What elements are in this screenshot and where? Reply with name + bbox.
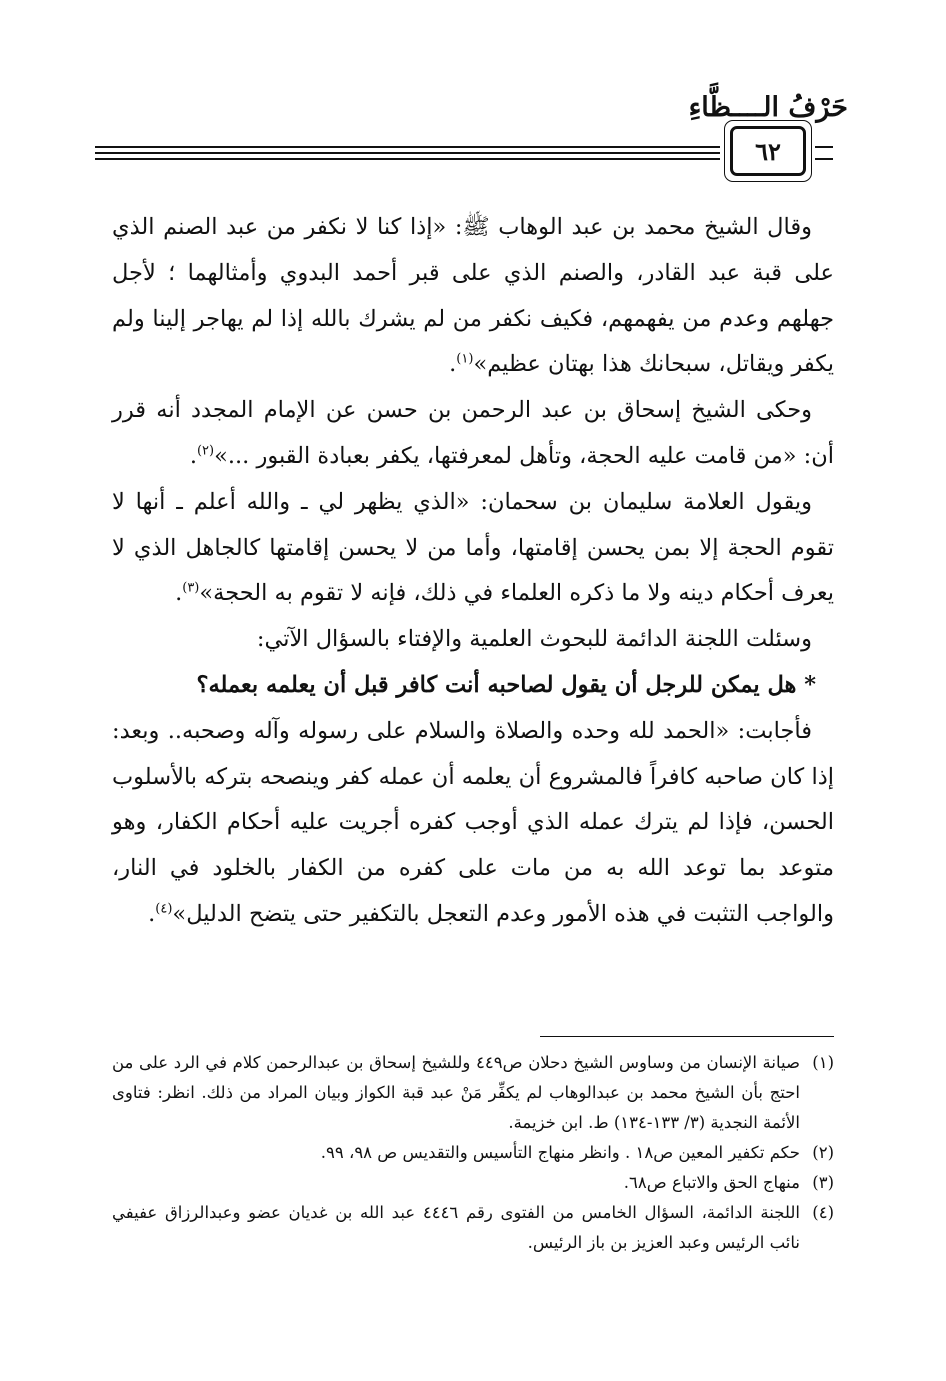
main-text [112, 205, 834, 938]
page-number: ٦٢ [730, 126, 806, 176]
paragraph: وقال الشيخ محمد بن عبد الوهاب ﷺ: «إذا كنا لا نكفر من عبد الصنم الذي على قبة عبد القادر، والصنم الذي على قبر أحمد البدوي وأمثالهما ؛ لأجل جهلهم وعدم من يفهمهم، فكيف نكفر من لم يشرك بالله إذا لم يهاجر إلينا ولم يكفر ويقاتل، سبحانك هذا بهتان عظيم»$^{(١)}$. [112, 214, 834, 378]
header-rule [815, 158, 833, 160]
question: * هل يمكن للرجل أن يقول لصاحبه أنت كافر قبل أن يعلمه بعمله؟ [196, 671, 816, 698]
header-rule [95, 146, 720, 148]
footnote-ref: (٣) [182, 580, 200, 596]
footnotes [112, 1048, 834, 1258]
paragraph: وسئلت اللجنة الدائمة للبحوث العلمية والإفتاء بالسؤال الآتي: [256, 626, 812, 653]
footnote-ref: (١) [456, 351, 474, 367]
paragraph: فأجابت: «الحمد لله وحده والصلاة والسلام على رسوله وآله وصحبه.. وبعد: إذا كان صاحبه كافراً فالمشروع أن يعلمه أن عمله كفر وينصحه بتركه بالأسلوب الحسن، فإذا لم يترك عمله الذي أوجب كفره أجريت عليه أحكام الكفار، وهو متوعد بما توعد الله به من مات على كفره من الكفار بالخلود في النار، والواجب التثبت في هذه الأمور وعدم التعجل بالتكفير حتى يتضح الدليل»$^{(٤)}$. [112, 717, 834, 927]
footnote-separator [540, 1036, 834, 1037]
footnote: (٤) اللجنة الدائمة، السؤال الخامس من الفتوى رقم ٤٤٤٦ عبد الله بن غديان عضو وعبدالرزاق عفيفي نائب الرئيس وعبد العزيز بن باز الرئيس. [112, 1203, 834, 1252]
paragraph: وحكى الشيخ إسحاق بن عبد الرحمن بن حسن عن الإمام المجدد أنه قرر أن: «من قامت عليه الحجة، وتأهل لمعرفتها، يكفر بعبادة القبور ...»$^{(٢)}$. [112, 397, 834, 469]
footnote: (٣) منهاج الحق والاتباع ص٦٨. [623, 1173, 834, 1192]
header-rule [815, 146, 833, 148]
footnote-ref: (٤) [155, 901, 173, 917]
footnote: (٢) حكم تكفير المعين ص١٨ . وانظر منهاج التأسيس والتقديس ص ٩٨، ٩٩. [320, 1143, 834, 1162]
footnote: (١) صيانة الإنسان من وساوس الشيخ دحلان ص٤٤٩ وللشيخ إسحاق بن عبدالرحمن كلام في الرد على من احتج بأن الشيخ محمد بن عبدالوهاب لم يكفِّر مَنْ عبد قبة الكواز وبيان المراد من ذلك. انظر: فتاوى الأئمة النجدية (٣/ ١٣٣-١٣٤) ط. ابن خزيمة. [112, 1053, 834, 1132]
header-rule [95, 152, 720, 154]
chapter-header: حَرْفُ الــــظَّاءِ [688, 92, 848, 123]
header-rule [95, 158, 720, 160]
paragraph: ويقول العلامة سليمان بن سحمان: «الذي يظهر لي ـ والله أعلم ـ أنها لا تقوم الحجة إلا بمن يحسن إقامتها، وأما من لا يحسن إقامتها كالجاهل الذي لا يعرف أحكام دينه ولا ما ذكره العلماء في ذلك، فإنه لا تقوم به الحجة»$^{(٣)}$. [112, 488, 834, 607]
footnote-ref: (٢) [196, 443, 215, 459]
